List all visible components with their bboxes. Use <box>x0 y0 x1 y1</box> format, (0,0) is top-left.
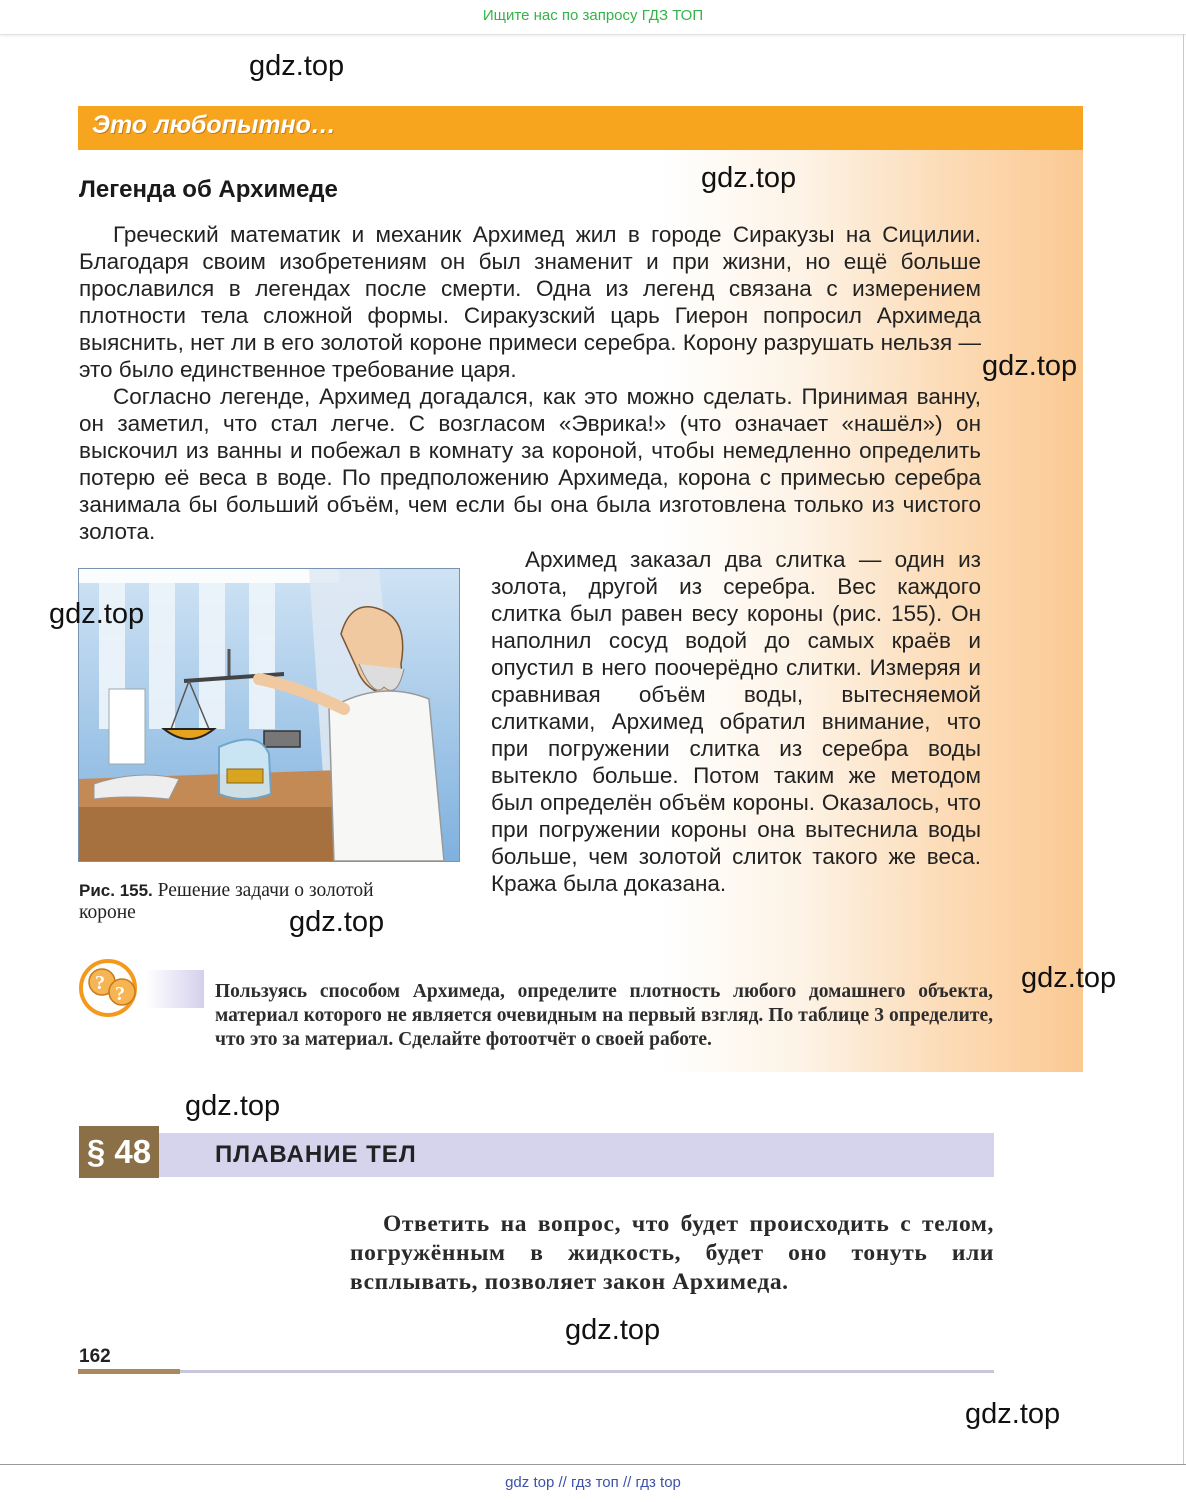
page-footer-rule <box>179 1370 994 1373</box>
top-banner[interactable]: Ищите нас по запросу ГДЗ ТОП <box>0 0 1186 35</box>
watermark: gdz.top <box>701 162 797 194</box>
watermark: gdz.top <box>185 1090 281 1122</box>
section-title-bar <box>159 1133 994 1177</box>
bottom-link-separator: // <box>622 1474 632 1491</box>
question-strip <box>146 970 204 1008</box>
svg-text:?: ? <box>115 983 125 1005</box>
section-intro-paragraph: Ответить на вопрос, что будет происходить с телом, погружённым в жидкость, будет оно тонуть или всплывать, позволяет закон Архимеда. <box>350 1211 994 1295</box>
page-footer-accent <box>78 1369 180 1374</box>
watermark: gdz.top <box>1021 962 1117 994</box>
watermark: gdz.top <box>249 50 345 82</box>
legend-paragraph-3: Архимед заказал два слитка — один из золота, другой из серебра. Вес каждого слитка был равен весу короны (рис. 155). Он наполнил сосуд водой до самых краёв и опустил в него поочерёдно слитки. Измеряя и сравнивая объём воды, вытесняемой слитками, Архимед обратил внимание, что при погружении слитка из серебра воды вытекло больше. Потом таким же методом был определён объём короны. Оказалось, что при погружении короны она вытеснила воды больше, чем золотой слиток такого же веса. Кража была доказана. <box>491 547 981 896</box>
legend-title: Легенда об Архимеде <box>79 176 338 203</box>
bottom-link-3[interactable]: гдз top <box>635 1474 681 1491</box>
watermark: gdz.top <box>49 598 145 630</box>
legend-paragraph-1: Греческий математик и механик Архимед жил в городе Сиракузы на Сицилии. Благодаря своим изобретениям он был знаменит и при жизни, но ещё больше прославился в легендах после смерти. Одна из легенд связана с измерением плотности тела сложной формы. Сиракузский царь Гиерон попросил Архимеда выяснить, нет ли в его золотой короне примеси серебра. Корону разрушать нельзя — это было единственное требование царя. <box>79 222 981 382</box>
page-number: 162 <box>79 1346 111 1367</box>
legend-paragraph-2: Согласно легенде, Архимед догадался, как это можно сделать. Принимая ванну, он заметил, что стал легче. С возгласом «Эврика!» (что означает «нашёл») он выскочил из ванны и побежал в комнату за короной, чтобы немедленно определить потерю её веса в воде. По предположению Архимеда, корона с примесью серебра занимала бы больший объём, чем если бы она была изготовлена только из чистого золота. <box>79 384 981 544</box>
question-icon <box>78 958 150 1022</box>
curiosity-box-header <box>78 106 1083 150</box>
watermark: gdz.top <box>982 350 1078 382</box>
section-number: § 48 <box>79 1126 159 1178</box>
bottom-link-1[interactable]: gdz top <box>505 1474 555 1491</box>
curiosity-box-header-text: Это любопытно… <box>92 111 336 139</box>
bottom-link-separator: // <box>558 1474 567 1491</box>
svg-text:?: ? <box>95 972 105 994</box>
home-task-text: Пользуясь способом Архимеда, определите плотность любого домашнего объекта, материал которого не является очевидным на первый взгляд. По таблице 3 определите, что это за материал. Сделайте фотоотчёт о своей работе. <box>215 981 993 1050</box>
figure-caption-label: Рис. 155. <box>79 881 153 900</box>
watermark: gdz.top <box>289 906 385 938</box>
watermark: gdz.top <box>565 1314 661 1346</box>
figure-caption-text: Решение задачи о золотой короне <box>79 880 374 923</box>
bottom-link-bar <box>0 1464 1186 1502</box>
section-title: ПЛАВАНИЕ ТЕЛ <box>215 1141 417 1168</box>
bottom-link-2[interactable]: гдз топ <box>571 1474 619 1491</box>
watermark: gdz.top <box>965 1398 1061 1430</box>
page-edge-rule <box>1183 34 1184 1464</box>
